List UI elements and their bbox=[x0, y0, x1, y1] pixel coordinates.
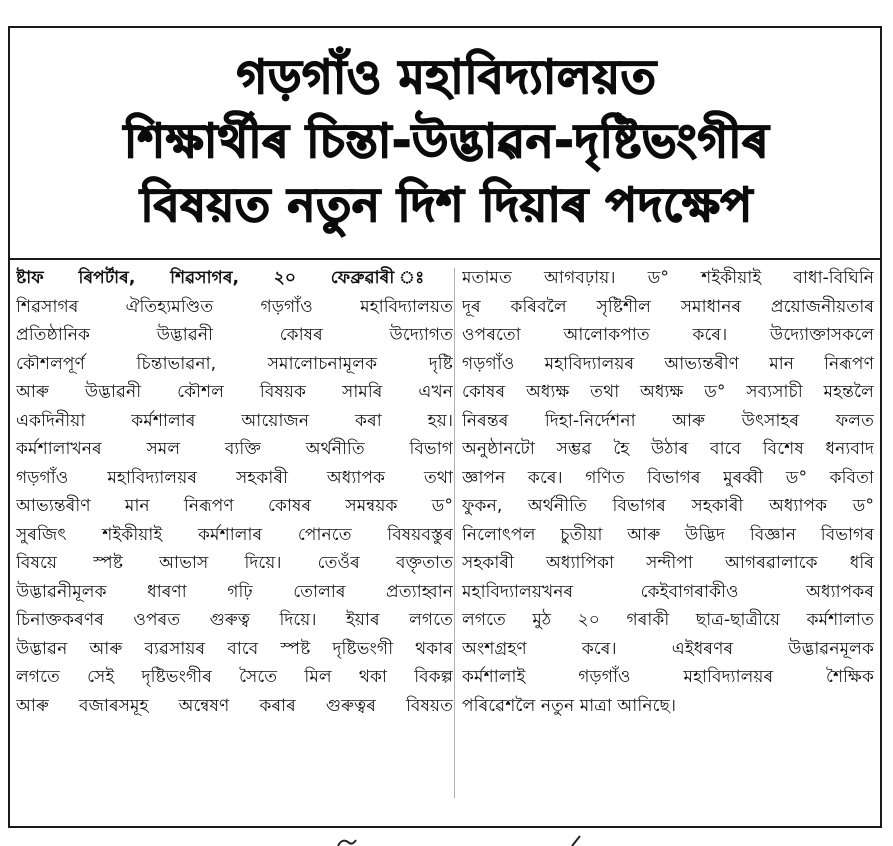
body-line: শিৱসাগৰ ঐতিহ্যমণ্ডিত গড়গাঁও মহাবিদ্যালয়ত bbox=[16, 296, 453, 317]
body-line: উদ্ভাৱনীমূলক ধাৰণা গঢ়ি তোলাৰ প্ৰত্যাহ্বান bbox=[16, 581, 453, 602]
article-column-right bbox=[462, 264, 874, 720]
headline-line: শিক্ষাৰ্থীৰ চিন্তা-উদ্ভাৱন-দৃষ্টিভংগীৰ bbox=[123, 114, 770, 169]
body-line: নিৰন্তৰ দিহা-নিৰ্দেশনা আৰু উৎসাহৰ ফলত bbox=[462, 410, 874, 431]
body-line: সুৰজিৎ শইকীয়াই কৰ্মশালাৰ পোনতে বিষয়বস্তুৰ bbox=[16, 524, 453, 545]
body-line: কৰ্মশালাখনৰ সমল ব্যক্তি অৰ্থনীতি বিভাগ bbox=[16, 439, 453, 459]
body-line: কৰ্মশালাই গড়গাঁও মহাবিদ্যালয়ৰ শৈক্ষিক bbox=[462, 667, 874, 687]
body-line: চিনাক্তকৰণৰ ওপৰত গুৰুত্ব দিয়ে। ইয়াৰ লগতে bbox=[16, 610, 453, 630]
body-line: ফুকন, অৰ্থনীতি বিভাগৰ সহকাৰী অধ্যাপক ড° bbox=[462, 496, 874, 516]
body-line: সহকাৰী অধ্যাপিকা সন্দীপা আগৰৱালাকে ধৰি bbox=[462, 553, 874, 573]
body-line: নিলোৎপল চুতীয়া আৰু উদ্ভিদ বিজ্ঞান বিভাগৰ bbox=[462, 524, 874, 545]
body-line: কৌশলপূৰ্ণ চিন্তাভাৱনা, সমালোচনামূলক দৃষ্টি bbox=[16, 353, 453, 374]
body-line: প্ৰতিষ্ঠানিক উদ্ভাৱনী কোষৰ উদ্যোগত bbox=[16, 325, 453, 345]
headline bbox=[20, 46, 873, 238]
body-line: কোষৰ অধ্যক্ষ তথা অধ্যক্ষ ড° সব্যসাচী মহন্তলৈ bbox=[462, 382, 874, 402]
body-line: বিষয়ে স্পষ্ট আভাস দিয়ে। তেওঁৰ বক্তৃতাত bbox=[16, 553, 453, 573]
body-line: জ্ঞাপন কৰে। গণিত বিভাগৰ মুৰব্বী ড° কবিতা bbox=[462, 467, 874, 488]
column-divider bbox=[454, 268, 455, 798]
body-line: অংশগ্ৰহণ কৰে। এইধৰণৰ উদ্ভাৱনমূলক bbox=[462, 638, 874, 659]
body-line: উদ্ভাৱন আৰু ব্যৱসায়ৰ বাবে স্পষ্ট দৃষ্টিভংগী থকাৰ bbox=[16, 638, 453, 659]
body-line: পৰিৱেশলৈ নতুন মাত্ৰা আনিছে। bbox=[462, 695, 677, 716]
body-line: দূৰ কৰিবলৈ সৃষ্টিশীল সমাধানৰ প্ৰয়োজনীয়তাৰ bbox=[462, 296, 874, 317]
body-line: মহাবিদ্যালয়খনৰ কেইবাগৰাকীও অধ্যাপকৰ bbox=[462, 581, 874, 602]
headline-line: বিষয়ত নতুন দিশ দিয়াৰ পদক্ষেপ bbox=[140, 178, 753, 233]
body-line: অনুষ্ঠানটো সম্ভৱ হৈ উঠাৰ বাবে বিশেষ ধন্যবাদ bbox=[462, 439, 874, 459]
body-line: আৰু বজাৰসমূহ অন্বেষণ কৰাৰ গুৰুত্বৰ বিষয়ত bbox=[16, 695, 453, 716]
body-line: লগতে মুঠ ২০ গৰাকী ছাত্ৰ-ছাত্ৰীয়ে কৰ্মশালাত bbox=[462, 610, 874, 630]
body-line: আভ্যন্তৰীণ মান নিৰূপণ কোষৰ সমন্বয়ক ড° bbox=[16, 496, 453, 516]
body-line: আৰু উদ্ভাৱনী কৌশল বিষয়ক সামৰি এখন bbox=[16, 382, 453, 402]
body-line: মতামত আগবঢ়ায়। ড° শইকীয়াই বাধা-বিঘিনি bbox=[462, 268, 874, 288]
clipped-text-fragment bbox=[336, 834, 596, 846]
body-line: গড়গাঁও মহাবিদ্যালয়ৰ সহকাৰী অধ্যাপক তথা bbox=[16, 467, 453, 488]
headline-line: গড়গাঁও মহাবিদ্যালয়ত bbox=[236, 50, 657, 105]
dateline: ষ্টাফ ৰিপৰ্টাৰ, শিৱসাগৰ, ২০ ফেব্ৰুৱাৰী ঃ bbox=[16, 268, 453, 288]
body-line: একদিনীয়া কৰ্মশালাৰ আয়োজন কৰা হয়। bbox=[16, 410, 453, 431]
body-line: ওপৰতো আলোকপাত কৰে। উদ্যোক্তাসকলে bbox=[462, 325, 874, 345]
body-line: লগতে সেই দৃষ্টিভংগীৰ সৈতে মিল থকা বিকল্প bbox=[16, 667, 453, 687]
article-column-left bbox=[16, 264, 453, 720]
body-line: গড়গাঁও মহাবিদ্যালয়ৰ আভ্যন্তৰীণ মান নিৰূপণ bbox=[462, 353, 874, 374]
headline-rule bbox=[10, 258, 880, 260]
